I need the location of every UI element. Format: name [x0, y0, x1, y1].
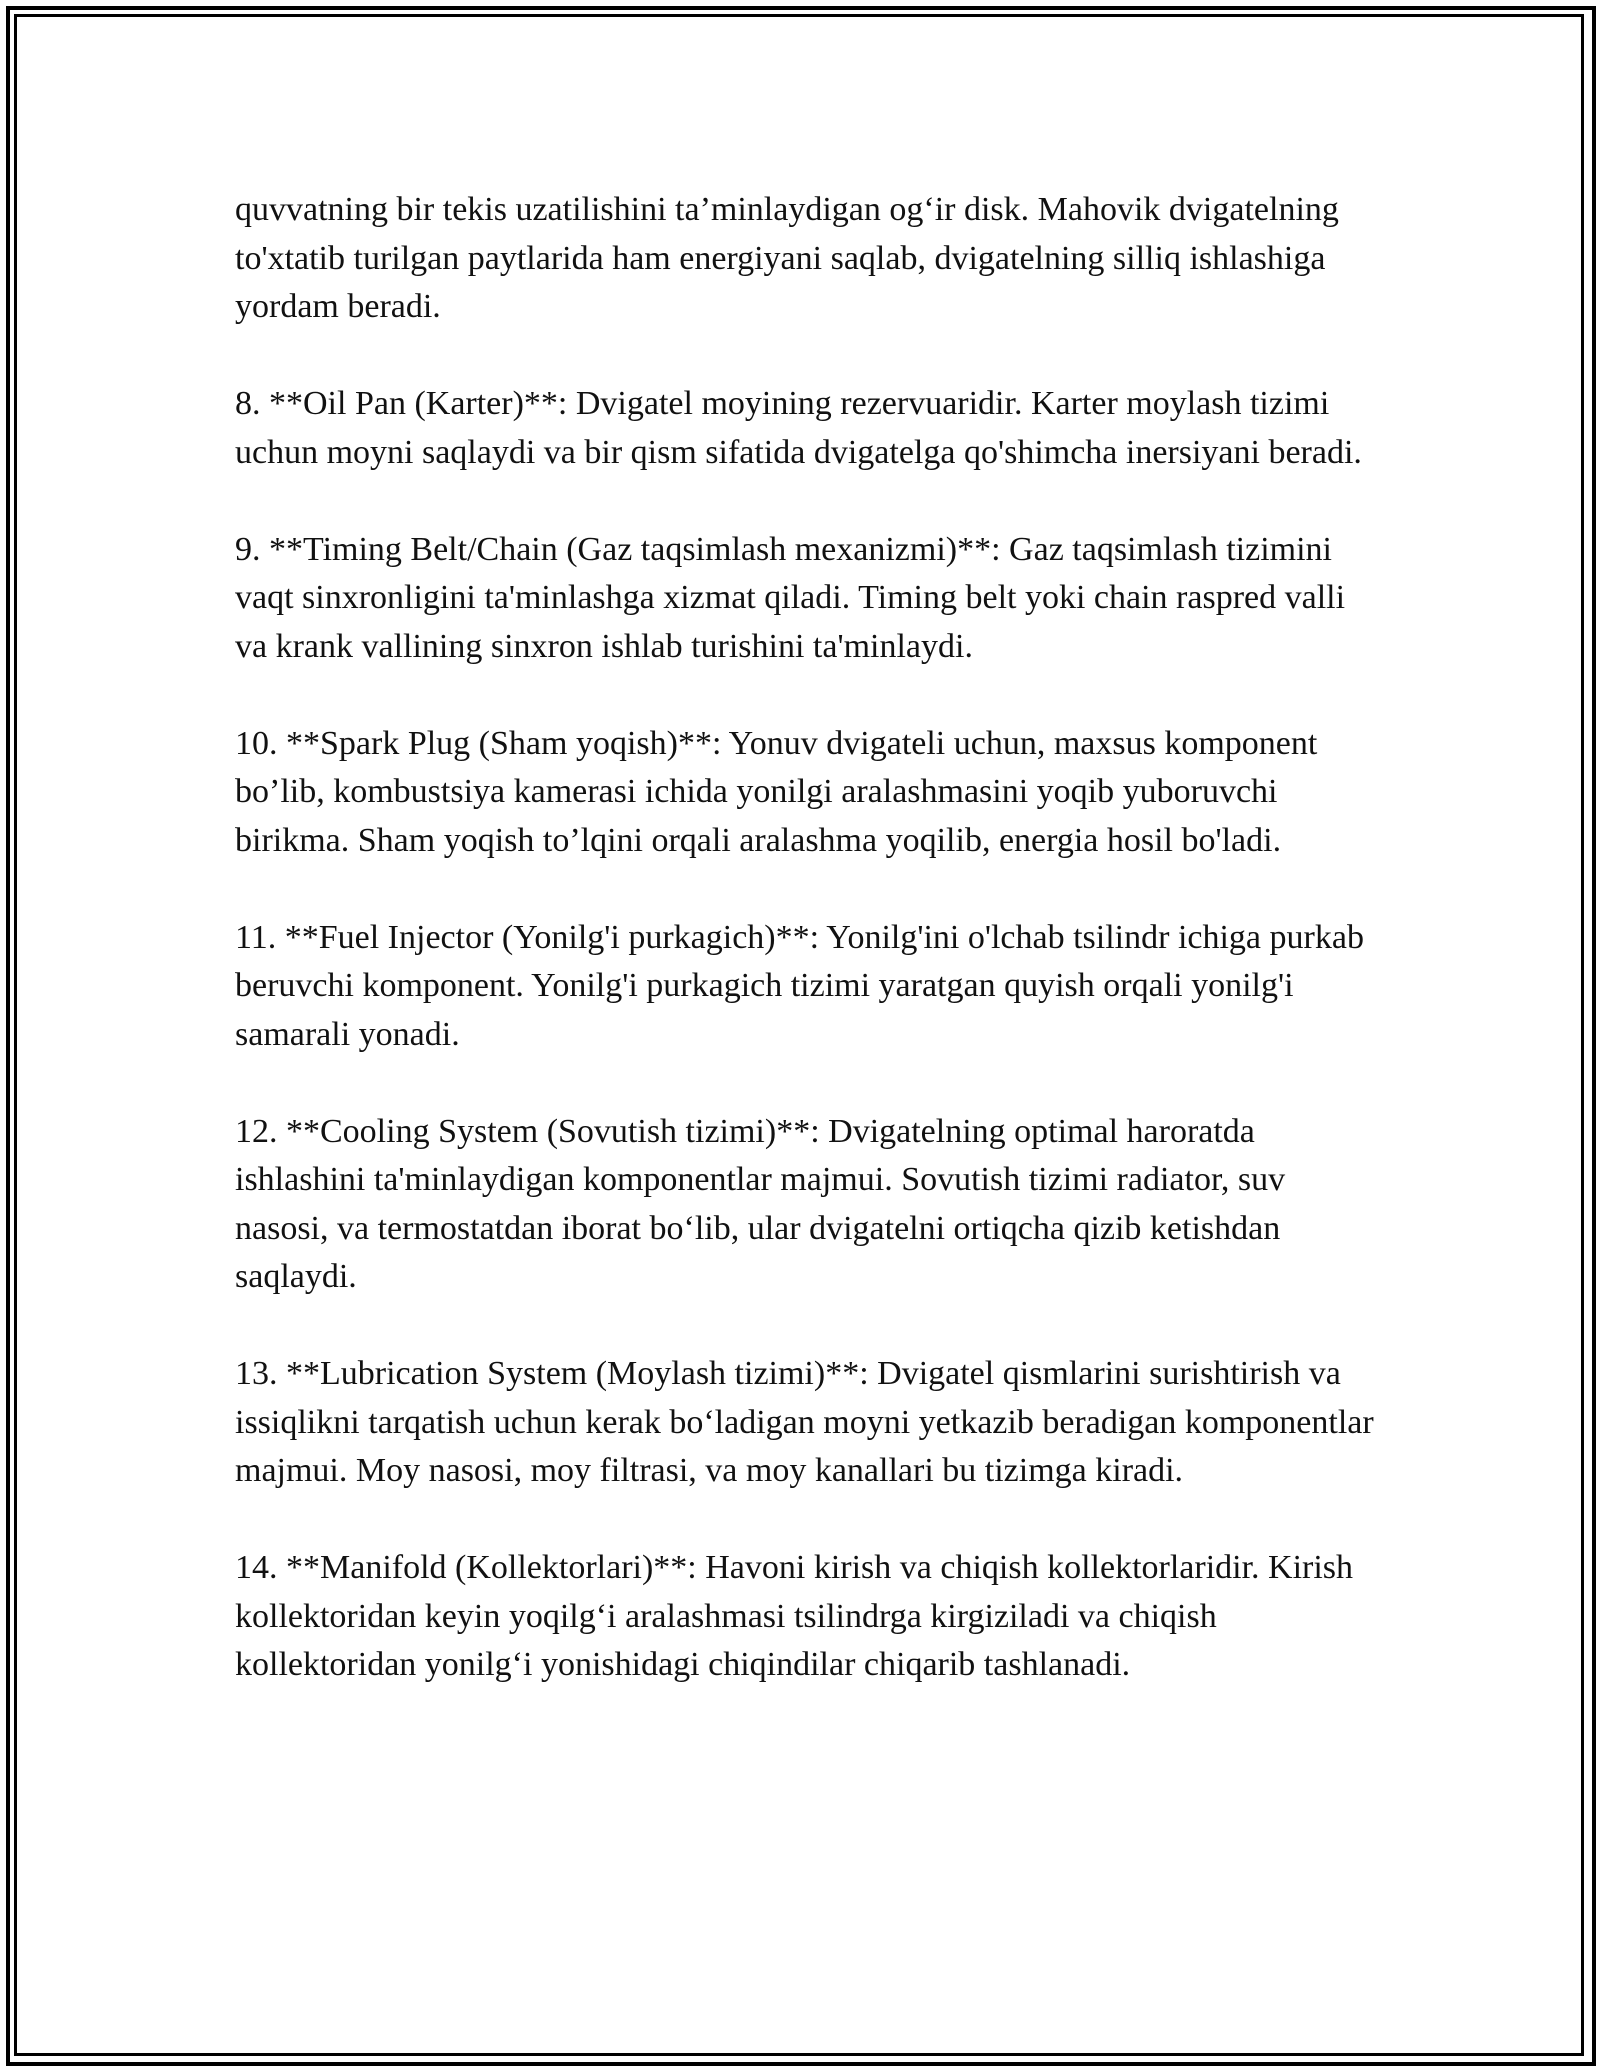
document-body [235, 186, 1375, 1690]
paragraph-manifold: 14. **Manifold (Kollektorlari)**: Havoni kirish va chiqish kollektorlaridir. Kirish kollektoridan keyin yoqilg‘i aralashmasi tsilindrga kirgiziladi va chiqish kollektoridan yonilg‘i yonishidagi chiqindilar chiqarib tashlanadi. [235, 1549, 1354, 1683]
paragraph-cooling-system: 12. **Cooling System (Sovutish tizimi)**: Dvigatelning optimal haroratda ishlashini ta'minlaydigan komponentlar majmui. Sovutish tizimi radiator, suv nasosi, va termostatdan iborat bo‘lib, ular dvigatelni ortiqcha qizib ketishdan saqlaydi. [235, 1112, 1286, 1295]
paragraph-fuel-injector: 11. **Fuel Injector (Yonilg'i purkagich)**: Yonilg'ini o'lchab tsilindr ichiga purkab beruvchi komponent. Yonilg'i purkagich tizimi yaratgan quyish orqali yonilg'i samarali yonadi. [235, 918, 1364, 1053]
paragraph-lubrication-system: 13. **Lubrication System (Moylash tizimi)**: Dvigatel qismlarini surishtirish va issiqlikni tarqatish uchun kerak bo‘ladigan moyni yetkazib beradigan komponentlar majmui. Moy nasosi, moy filtrasi, va moy kanallari bu tizimga kiradi. [235, 1355, 1374, 1489]
paragraph-flywheel-continuation: quvvatning bir tekis uzatilishini ta’minlaydigan og‘ir disk. Mahovik dvigatelning to'xtatib turilgan paytlarida ham energiyani saqlab, dvigatelning silliq ishlashiga yordam beradi. [235, 191, 1339, 325]
paragraph-timing-belt: 9. **Timing Belt/Chain (Gaz taqsimlash mexanizmi)**: Gaz taqsimlash tizimini vaqt sinxronligini ta'minlashga xizmat qiladi. Timing belt yoki chain raspred valli va krank vallining sinxron ishlab turishini ta'minlaydi. [235, 530, 1346, 665]
paragraph-spark-plug: 10. **Spark Plug (Sham yoqish)**: Yonuv dvigateli uchun, maxsus komponent bo’lib, kombustsiya kamerasi ichida yonilgi aralashmasini yoqib yuboruvchi birikma. Sham yoqish to’lqini orqali aralashma yoqilib, energia hosil bo'ladi. [235, 724, 1318, 859]
paragraph-oil-pan: 8. **Oil Pan (Karter)**: Dvigatel moyining rezervuaridir. Karter moylash tizimi uchun moyni saqlaydi va bir qism sifatida dvigatelga qo'shimcha inersiyani beradi. [235, 385, 1362, 471]
